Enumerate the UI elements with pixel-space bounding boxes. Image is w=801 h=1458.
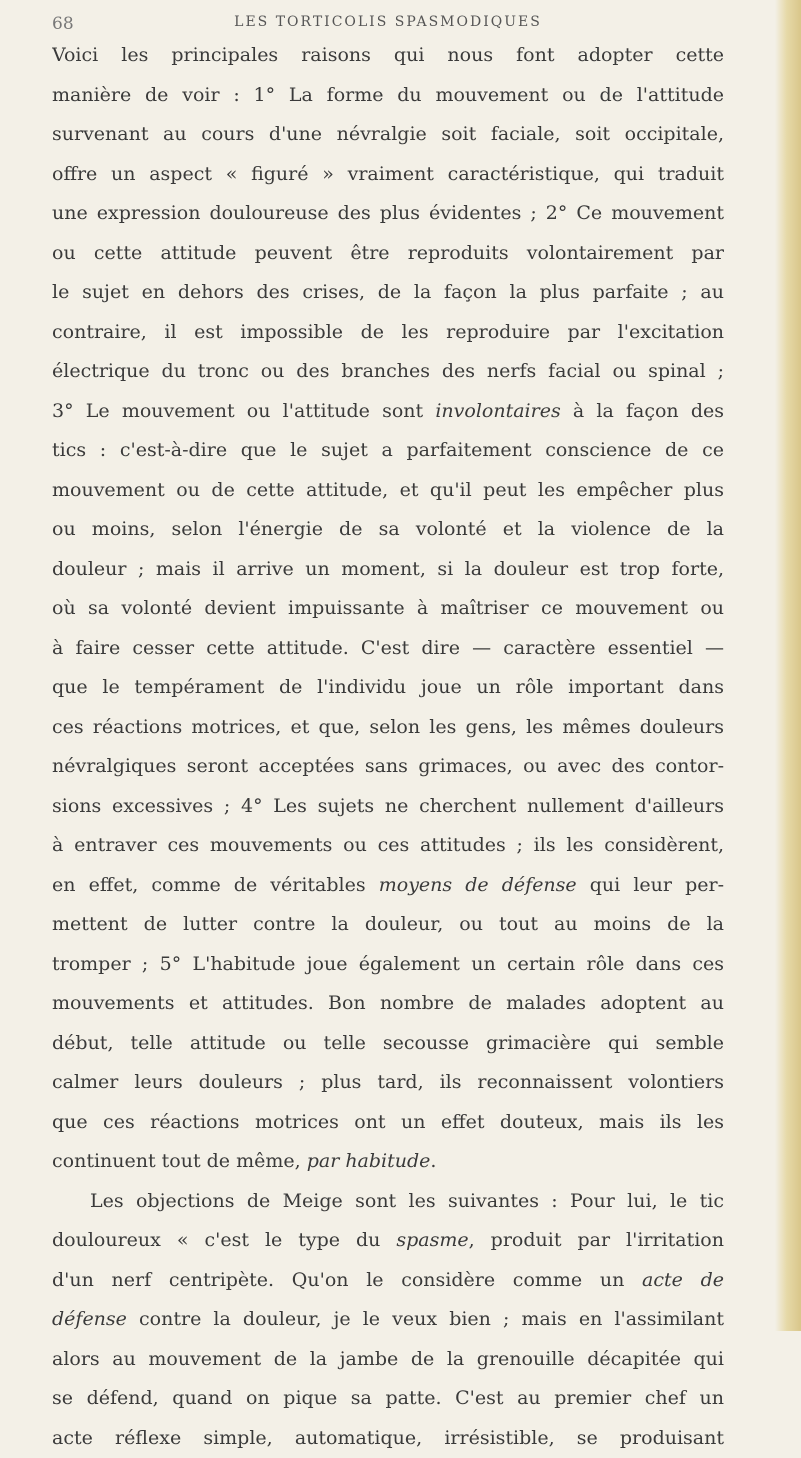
text-line: mouvements et attitudes. Bon nombre de malades adoptent au: [52, 984, 724, 1024]
running-head: LES TORTICOLIS SPASMODIQUES: [52, 14, 724, 30]
text-line: [52, 1221, 724, 1261]
italic-text: défense: [52, 1308, 127, 1330]
text-fragment: .: [430, 1150, 436, 1172]
text-fragment: douloureux « c'est le type du: [52, 1229, 396, 1251]
page-header: [52, 10, 724, 36]
text-line: manière de voir : 1° La forme du mouvement ou de l'attitude: [52, 76, 724, 116]
italic-text: spasme: [396, 1229, 468, 1251]
italic-text: acte de: [642, 1269, 724, 1291]
text-line: début, telle attitude ou telle secousse grimacière qui semble: [52, 1024, 724, 1064]
text-fragment: , produit par l'irritation: [469, 1229, 724, 1251]
text-line: une expression douloureuse des plus évidentes ; 2° Ce mouvement: [52, 194, 724, 234]
text-line: offre un aspect « figuré » vraiment caractéristique, qui traduit: [52, 155, 724, 195]
text-line: électrique du tronc ou des branches des nerfs facial ou spinal ;: [52, 352, 724, 392]
text-line: sions excessives ; 4° Les sujets ne cherchent nullement d'ailleurs: [52, 787, 724, 827]
text-line: à faire cesser cette attitude. C'est dire — caractère essentiel —: [52, 629, 724, 669]
text-line: à entraver ces mouvements ou ces attitudes ; ils les considèrent,: [52, 826, 724, 866]
text-line: contraire, il est impossible de les reproduire par l'excitation: [52, 313, 724, 353]
text-line: [52, 1142, 724, 1182]
text-line: [52, 866, 724, 906]
text-line: tromper ; 5° L'habitude joue également un certain rôle dans ces: [52, 945, 724, 985]
italic-text: moyens de défense: [379, 874, 577, 896]
text-line: où sa volonté devient impuissante à maîtriser ce mouvement ou: [52, 589, 724, 629]
text-line: tics : c'est-à-dire que le sujet a parfaitement conscience de ce: [52, 431, 724, 471]
text-line: ces réactions motrices, et que, selon les gens, les mêmes douleurs: [52, 708, 724, 748]
text-line: survenant au cours d'une névralgie soit faciale, soit occipitale,: [52, 115, 724, 155]
text-fragment: en effet, comme de véritables: [52, 874, 379, 896]
text-line: [52, 1261, 724, 1301]
text-fragment: qui leur per-: [577, 874, 724, 896]
text-line: que ces réactions motrices ont un effet douteux, mais ils les: [52, 1103, 724, 1143]
text-fragment: continuent tout de même,: [52, 1150, 307, 1172]
italic-text: involontaires: [435, 400, 560, 422]
text-line: mettent de lutter contre la douleur, ou tout au moins de la: [52, 905, 724, 945]
text-line: Les objections de Meige sont les suivantes : Pour lui, le tic: [52, 1182, 724, 1222]
text-line: ou moins, selon l'énergie de sa volonté et la violence de la: [52, 510, 724, 550]
text-line: névralgiques seront acceptées sans grimaces, ou avec des contor-: [52, 747, 724, 787]
text-line: ou cette attitude peuvent être reproduits volontairement par: [52, 234, 724, 274]
text-line: se défend, quand on pique sa patte. C'est au premier chef un: [52, 1379, 724, 1419]
text-line: [52, 392, 724, 432]
text-fragment: d'un nerf centripète. Qu'on le considère comme un: [52, 1269, 642, 1291]
text-line: mouvement ou de cette attitude, et qu'il peut les empêcher plus: [52, 471, 724, 511]
page-edge: [775, 0, 801, 1331]
text-line: que le tempérament de l'individu joue un rôle important dans: [52, 668, 724, 708]
text-line: douleur ; mais il arrive un moment, si la douleur est trop forte,: [52, 550, 724, 590]
text-fragment: contre la douleur, je le veux bien ; mais en l'assimilant: [127, 1308, 724, 1330]
text-line: Voici les principales raisons qui nous font adopter cette: [52, 36, 724, 76]
page-number: 68: [52, 14, 74, 34]
text-line: le sujet en dehors des crises, de la façon la plus parfaite ; au: [52, 273, 724, 313]
text-line: acte réflexe simple, automatique, irrésistible, se produisant: [52, 1419, 724, 1458]
text-fragment: à la façon des: [561, 400, 724, 422]
text-line: calmer leurs douleurs ; plus tard, ils reconnaissent volontiers: [52, 1063, 724, 1103]
italic-text: par habitude: [307, 1150, 431, 1172]
body-text: [52, 36, 724, 1458]
text-line: alors au mouvement de la jambe de la grenouille décapitée qui: [52, 1340, 724, 1380]
text-fragment: 3° Le mouvement ou l'attitude sont: [52, 400, 435, 422]
text-line: [52, 1300, 724, 1340]
